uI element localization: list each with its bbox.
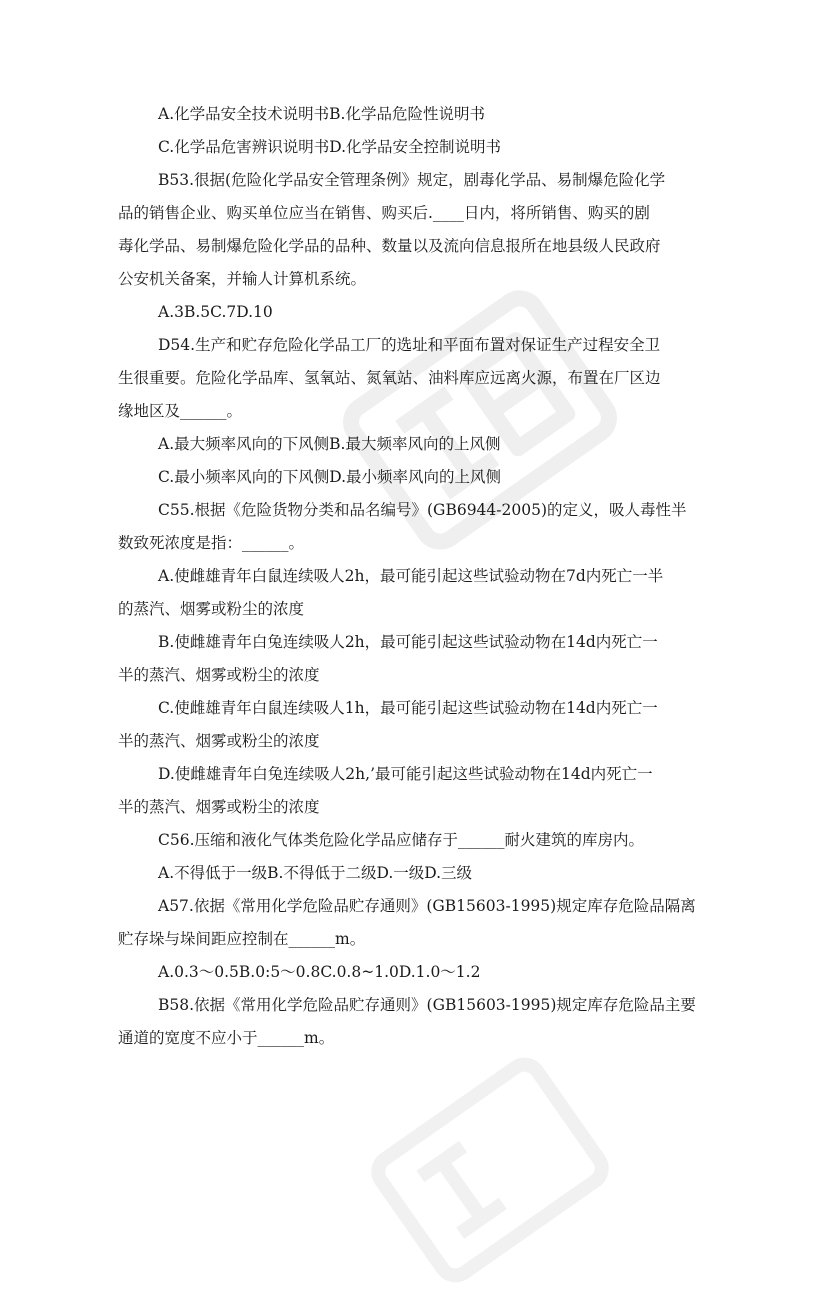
watermark-logo: [360, 1040, 620, 1300]
text-line: B.使雌雄青年白兔连续吸人2h，最可能引起这些试验动物在14d内死亡一: [158, 633, 658, 651]
text-line: 通道的宽度不应小于______m。: [118, 1029, 335, 1047]
text-line: A.最大频率风向的下风侧B.最大频率风向的上风侧: [158, 435, 501, 453]
text-line: C.使雌雄青年白鼠连续吸人1h，最可能引起这些试验动物在14d内死亡一: [158, 699, 658, 717]
text-line: A57.依据《常用化学危险品贮存通则》(GB15603-1995)规定库存危险品隔离: [158, 897, 696, 915]
text-line: B53.很据(危险化学品安全管理条例》规定，剧毒化学品、易制爆危险化学: [158, 171, 666, 189]
text-line: 的蒸汽、烟雾或粉尘的浓度: [118, 600, 305, 618]
text-line: C.化学品危害辨识说明书D.化学品安全控制说明书: [158, 138, 502, 156]
text-line: B58.依据《常用化学危险品贮存通则》(GB15603-1995)规定库存危险品主要: [158, 996, 696, 1014]
text-line: 生很重要。危险化学品库、氢氧站、氮氧站、油料库应远离火源，布置在厂区边: [118, 369, 661, 387]
text-line: A.使雌雄青年白鼠连续吸人2h，最可能引起这些试验动物在7d内死亡一半: [158, 567, 664, 585]
text-line: 数致死浓度是指：______。: [118, 534, 305, 552]
text-line: 缘地区及______。: [118, 402, 243, 420]
text-line: C56.压缩和液化气体类危险化学品应储存于______耐火建筑的库房内。: [158, 831, 645, 849]
text-line: C.最小频率风向的下风侧D.最小频率风向的上风侧: [158, 468, 502, 486]
text-line: 半的蒸汽、烟雾或粉尘的浓度: [118, 666, 320, 684]
text-line: A.不得低于一级B.不得低于二级D.一级D.三级: [158, 864, 473, 882]
text-line: A.0.3～0.5B.0:5～0.8C.0.8~1.0D.1.0～1.2: [158, 963, 481, 981]
text-line: C55.根据《危险货物分类和品名编号》(GB6944-2005)的定义，吸人毒性半: [158, 501, 687, 519]
text-line: A.化学品安全技术说明书B.化学品危险性说明书: [158, 105, 485, 123]
document-body: [118, 98, 718, 1055]
text-line: 半的蒸汽、烟雾或粉尘的浓度: [118, 798, 320, 816]
text-line: A.3B.5C.7D.10: [158, 303, 273, 321]
text-line: D54.生产和贮存危险化学品工厂的选址和平面布置对保证生产过程安全卫: [158, 336, 661, 354]
text-line: 毒化学品、易制爆危险化学品的品种、数量以及流向信息报所在地县级人民政府: [118, 237, 661, 255]
text-line: D.使雌雄青年白兔连续吸人2h,’最可能引起这些试验动物在14d内死亡一: [158, 765, 653, 783]
text-line: 贮存垛与垛间距应控制在______m。: [118, 930, 366, 948]
text-line: 半的蒸汽、烟雾或粉尘的浓度: [118, 732, 320, 750]
text-line: 公安机关备案，并输人计算机系统。: [118, 270, 367, 288]
text-line: 品的销售企业、购买单位应当在销售、购买后.____日内，将所销售、购买的剧: [118, 204, 650, 222]
